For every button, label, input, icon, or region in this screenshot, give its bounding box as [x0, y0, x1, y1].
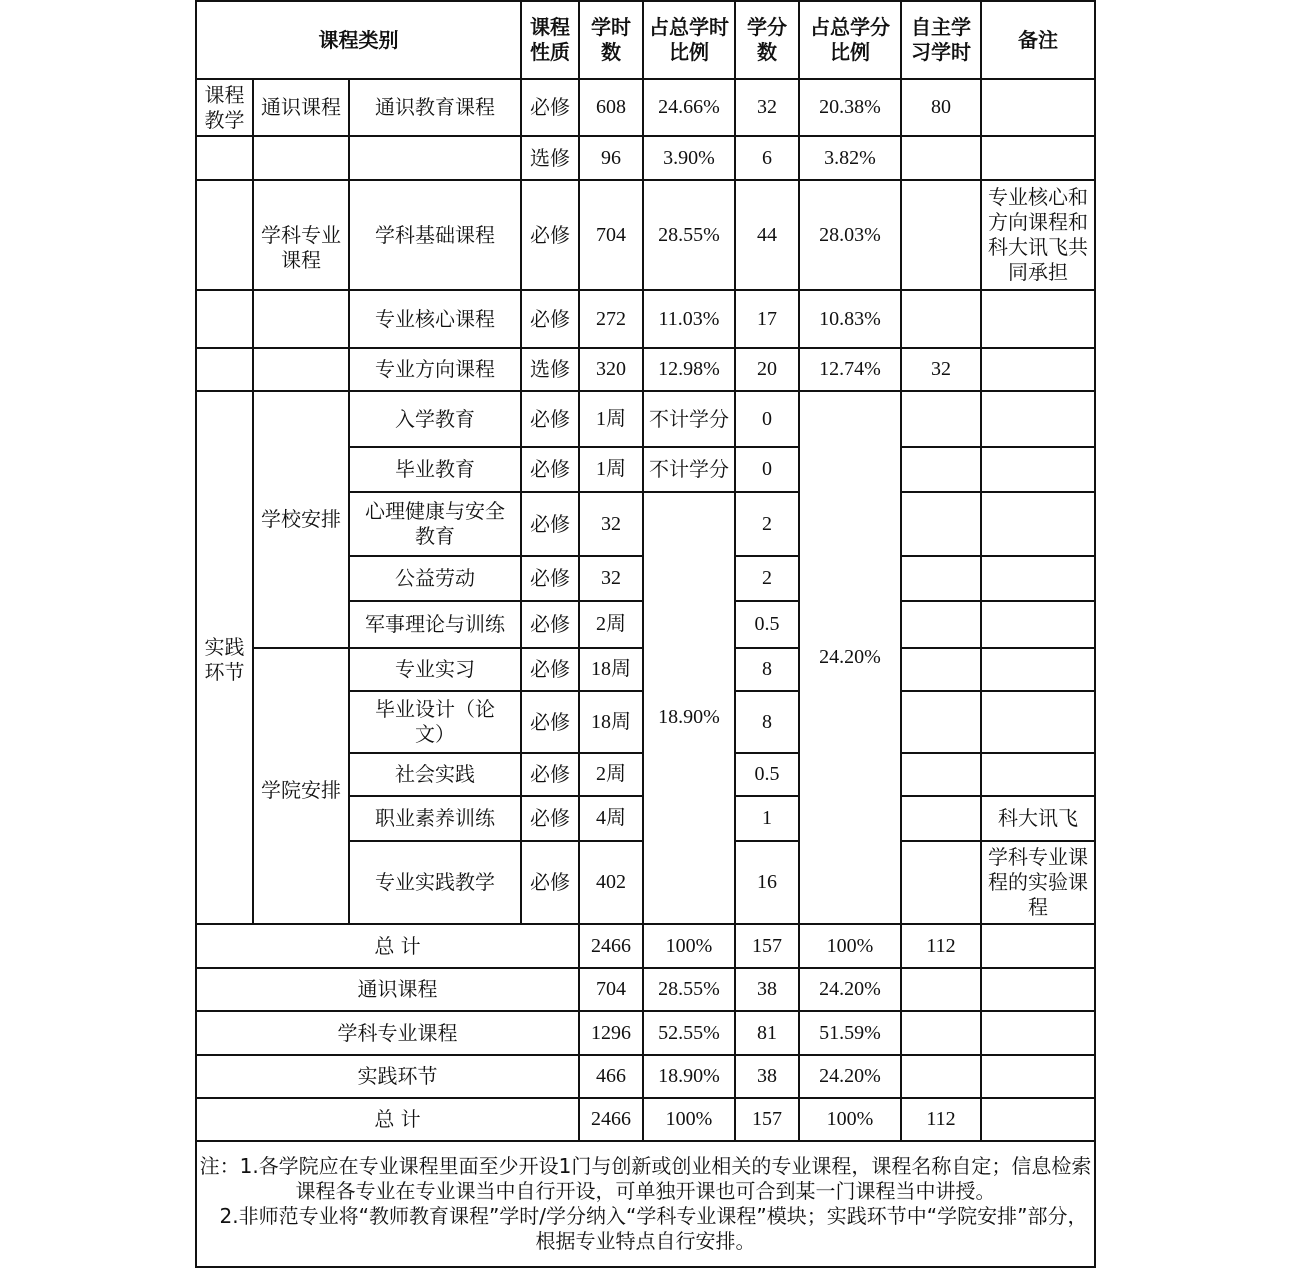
group-label: [196, 290, 253, 348]
practice-item-credits: 0: [735, 391, 799, 447]
header-credit-ratio: 占总学分 比例: [799, 1, 901, 79]
course-credits: 17: [735, 290, 799, 348]
summary-hours: 2466: [579, 1098, 643, 1141]
practice-item-name: 入学教育: [349, 391, 521, 447]
summary-label: 总 计: [196, 924, 579, 968]
table-row: [196, 348, 1095, 391]
summary-remarks: [981, 1098, 1095, 1141]
course-hours-ratio: 12.98%: [643, 348, 735, 391]
practice-item-nature: 必修: [521, 447, 579, 492]
header-category: 课程类别: [196, 1, 521, 79]
note-line-1: 注：1.各学院应在专业课程里面至少开设1门与创新或创业相关的专业课程，课程名称自定；信息检索课程各专业在专业课当中自行开设，可单独开课也可合到某一门课程当中讲授。: [199, 1154, 1092, 1203]
practice-item-self-study: [901, 492, 981, 556]
header-nature: 课程 性质: [521, 1, 579, 79]
summary-hours: 466: [579, 1055, 643, 1098]
practice-item-hours: 32: [579, 492, 643, 556]
practice-item-remarks: [981, 447, 1095, 492]
course-credits: 6: [735, 136, 799, 180]
practice-item-nature: 必修: [521, 796, 579, 841]
practice-item-hours: 2周: [579, 753, 643, 796]
course-hours-ratio: 3.90%: [643, 136, 735, 180]
summary-credits: 38: [735, 968, 799, 1011]
summary-credit-ratio: 100%: [799, 924, 901, 968]
curriculum-page: [195, 0, 1094, 1264]
summary-hours-ratio: 52.55%: [643, 1011, 735, 1055]
practice-item-self-study: [901, 601, 981, 648]
practice-item-name: 职业素养训练: [349, 796, 521, 841]
practice-item-name: 社会实践: [349, 753, 521, 796]
course-name: 专业核心课程: [349, 290, 521, 348]
course-name: [349, 136, 521, 180]
sub-category: [253, 348, 349, 391]
course-self-study: [901, 180, 981, 290]
practice-item-credits: 8: [735, 648, 799, 691]
course-self-study: [901, 136, 981, 180]
practice-item-self-study: [901, 447, 981, 492]
practice-item-hours: 1周: [579, 391, 643, 447]
practice-item-nature: 必修: [521, 556, 579, 601]
header-hours: 学时 数: [579, 1, 643, 79]
practice-item-hours: 1周: [579, 447, 643, 492]
practice-item-remarks: [981, 556, 1095, 601]
header-remarks: 备注: [981, 1, 1095, 79]
practice-item-name: 毕业教育: [349, 447, 521, 492]
practice-hours-ratio-merged: 18.90%: [643, 492, 735, 924]
summary-hours-ratio: 100%: [643, 924, 735, 968]
practice-item-nature: 必修: [521, 601, 579, 648]
school-arranged-label: 学校安排: [253, 391, 349, 648]
practice-item-nature: 必修: [521, 492, 579, 556]
practice-item-credits: 0: [735, 447, 799, 492]
course-nature: 必修: [521, 79, 579, 136]
practice-item-hours-ratio: 不计学分: [643, 391, 735, 447]
practice-item-credits: 0.5: [735, 601, 799, 648]
course-remarks: 专业核心和 方向课程和 科大讯飞共 同承担: [981, 180, 1095, 290]
course-hours-ratio: 24.66%: [643, 79, 735, 136]
course-remarks: [981, 290, 1095, 348]
practice-item-hours: 4周: [579, 796, 643, 841]
group-label: [196, 348, 253, 391]
practice-item-remarks: 学科专业课 程的实验课 程: [981, 841, 1095, 924]
sub-category: 学科专业 课程: [253, 180, 349, 290]
sub-category: 通识课程: [253, 79, 349, 136]
course-credit-ratio: 28.03%: [799, 180, 901, 290]
summary-remarks: [981, 924, 1095, 968]
summary-hours-ratio: 28.55%: [643, 968, 735, 1011]
practice-item-name: 毕业设计（论 文）: [349, 691, 521, 753]
summary-row: [196, 1011, 1095, 1055]
practice-item-remarks: [981, 753, 1095, 796]
summary-remarks: [981, 1055, 1095, 1098]
course-hours: 608: [579, 79, 643, 136]
table-row: [196, 290, 1095, 348]
practice-item-nature: 必修: [521, 391, 579, 447]
practice-item-name: 专业实习: [349, 648, 521, 691]
header-self-study: 自主学 习学时: [901, 1, 981, 79]
practice-item-name: 军事理论与训练: [349, 601, 521, 648]
practice-group-label: 实践 环节: [196, 391, 253, 924]
course-remarks: [981, 348, 1095, 391]
course-hours: 96: [579, 136, 643, 180]
practice-item-self-study: [901, 796, 981, 841]
course-self-study: 32: [901, 348, 981, 391]
practice-item-self-study: [901, 648, 981, 691]
practice-item-hours: 2周: [579, 601, 643, 648]
practice-item-hours: 32: [579, 556, 643, 601]
practice-item-nature: 必修: [521, 841, 579, 924]
course-nature: 必修: [521, 180, 579, 290]
practice-item-remarks: [981, 691, 1095, 753]
practice-item-credits: 2: [735, 492, 799, 556]
practice-item-hours: 402: [579, 841, 643, 924]
summary-hours-ratio: 100%: [643, 1098, 735, 1141]
course-name: 专业方向课程: [349, 348, 521, 391]
course-credits: 20: [735, 348, 799, 391]
course-remarks: [981, 136, 1095, 180]
course-credit-ratio: 3.82%: [799, 136, 901, 180]
course-hours: 272: [579, 290, 643, 348]
practice-item-name: 心理健康与安全 教育: [349, 492, 521, 556]
practice-item-nature: 必修: [521, 691, 579, 753]
practice-item-remarks: [981, 492, 1095, 556]
practice-item-remarks: [981, 391, 1095, 447]
note-line-2: 2.非师范专业将“教师教育课程”学时/学分纳入“学科专业课程”模块；实践环节中“学院安排”部分，根据专业特点自行安排。: [219, 1204, 1088, 1253]
practice-item-self-study: [901, 556, 981, 601]
course-credit-ratio: 12.74%: [799, 348, 901, 391]
practice-item-name: 专业实践教学: [349, 841, 521, 924]
summary-remarks: [981, 1011, 1095, 1055]
practice-item-credits: 1: [735, 796, 799, 841]
practice-credit-ratio: 24.20%: [799, 391, 901, 924]
group-label: [196, 180, 253, 290]
course-nature: 选修: [521, 348, 579, 391]
summary-credit-ratio: 24.20%: [799, 968, 901, 1011]
group-label: 课程 教学: [196, 79, 253, 136]
practice-item-self-study: [901, 841, 981, 924]
sub-category: [253, 290, 349, 348]
summary-hours: 704: [579, 968, 643, 1011]
summary-hours-ratio: 18.90%: [643, 1055, 735, 1098]
curriculum-table: [195, 0, 1096, 1268]
header-credits: 学分 数: [735, 1, 799, 79]
practice-item-credits: 16: [735, 841, 799, 924]
course-hours-ratio: 28.55%: [643, 180, 735, 290]
practice-item-remarks: 科大讯飞: [981, 796, 1095, 841]
course-hours-ratio: 11.03%: [643, 290, 735, 348]
sub-category: [253, 136, 349, 180]
summary-row: [196, 924, 1095, 968]
course-hours: 320: [579, 348, 643, 391]
course-credits: 32: [735, 79, 799, 136]
course-nature: 选修: [521, 136, 579, 180]
practice-item-self-study: [901, 391, 981, 447]
practice-item-remarks: [981, 648, 1095, 691]
practice-item-nature: 必修: [521, 648, 579, 691]
course-remarks: [981, 79, 1095, 136]
practice-item-self-study: [901, 753, 981, 796]
practice-item-remarks: [981, 601, 1095, 648]
practice-item-name: 公益劳动: [349, 556, 521, 601]
summary-remarks: [981, 968, 1095, 1011]
summary-credit-ratio: 24.20%: [799, 1055, 901, 1098]
course-self-study: 80: [901, 79, 981, 136]
practice-item-self-study: [901, 691, 981, 753]
practice-item-credits: 8: [735, 691, 799, 753]
summary-self-study: [901, 1011, 981, 1055]
summary-credit-ratio: 51.59%: [799, 1011, 901, 1055]
summary-self-study: [901, 968, 981, 1011]
summary-self-study: 112: [901, 1098, 981, 1141]
summary-row: [196, 968, 1095, 1011]
practice-item-hours: 18周: [579, 648, 643, 691]
summary-credits: 157: [735, 924, 799, 968]
summary-label: 通识课程: [196, 968, 579, 1011]
practice-item-nature: 必修: [521, 753, 579, 796]
course-credits: 44: [735, 180, 799, 290]
course-nature: 必修: [521, 290, 579, 348]
course-credit-ratio: 10.83%: [799, 290, 901, 348]
summary-credit-ratio: 100%: [799, 1098, 901, 1141]
table-row: [196, 391, 1095, 447]
summary-row: [196, 1055, 1095, 1098]
college-arranged-label: 学院安排: [253, 648, 349, 924]
summary-credits: 157: [735, 1098, 799, 1141]
practice-item-credits: 2: [735, 556, 799, 601]
table-row: [196, 180, 1095, 290]
practice-item-hours-ratio: 不计学分: [643, 447, 735, 492]
practice-item-hours: 18周: [579, 691, 643, 753]
summary-row: [196, 1098, 1095, 1141]
summary-label: 学科专业课程: [196, 1011, 579, 1055]
summary-self-study: 112: [901, 924, 981, 968]
summary-credits: 81: [735, 1011, 799, 1055]
course-name: 学科基础课程: [349, 180, 521, 290]
summary-label: 实践环节: [196, 1055, 579, 1098]
practice-item-credits: 0.5: [735, 753, 799, 796]
header-row: [196, 1, 1095, 79]
notes-cell: [196, 1141, 1095, 1267]
course-name: 通识教育课程: [349, 79, 521, 136]
course-hours: 704: [579, 180, 643, 290]
table-row: [196, 136, 1095, 180]
summary-credits: 38: [735, 1055, 799, 1098]
summary-hours: 2466: [579, 924, 643, 968]
course-self-study: [901, 290, 981, 348]
group-label: [196, 136, 253, 180]
summary-hours: 1296: [579, 1011, 643, 1055]
notes-row: [196, 1141, 1095, 1267]
header-hours-ratio: 占总学时 比例: [643, 1, 735, 79]
course-credit-ratio: 20.38%: [799, 79, 901, 136]
summary-self-study: [901, 1055, 981, 1098]
table-row: [196, 79, 1095, 136]
summary-label: 总 计: [196, 1098, 579, 1141]
